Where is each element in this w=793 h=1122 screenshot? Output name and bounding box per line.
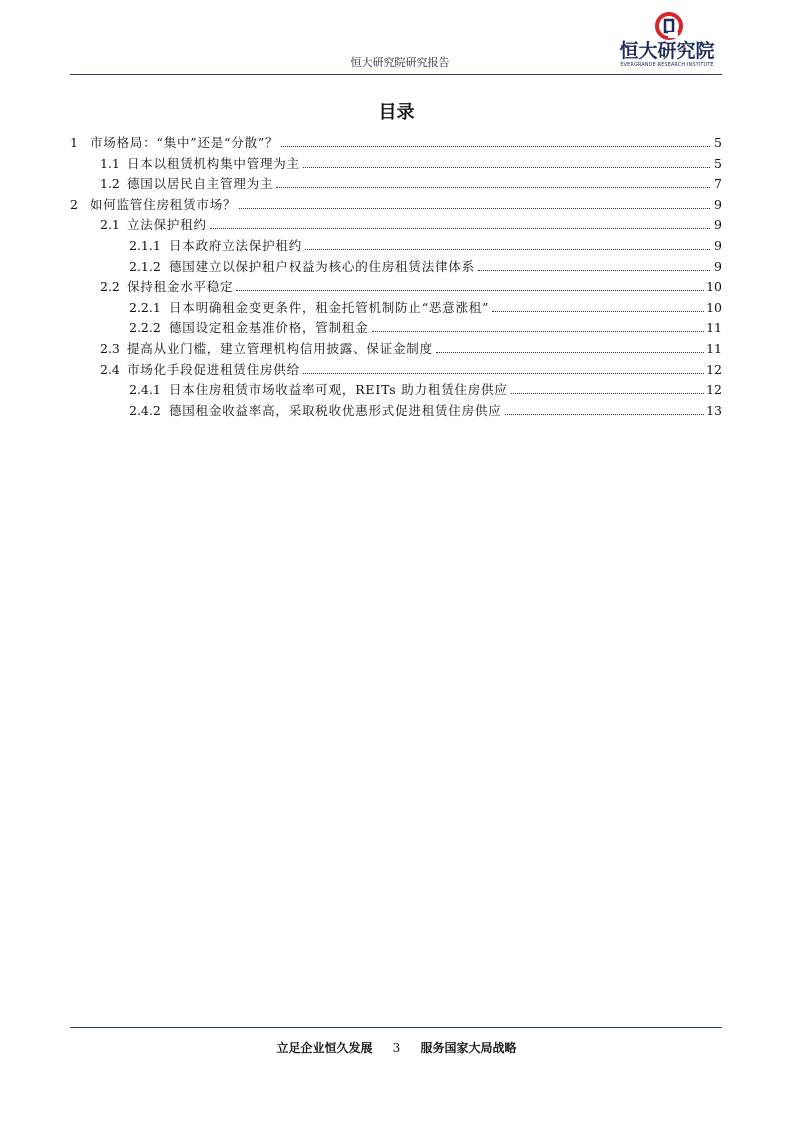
toc-entry-page: 5 (714, 155, 722, 171)
toc-entry-page: 9 (714, 217, 722, 233)
evergrande-logo-icon (654, 12, 684, 42)
toc-entry-number: 2.4.1 (129, 382, 161, 398)
toc-entry-page: 7 (714, 176, 722, 192)
report-header-title: 恒大研究院研究报告 (350, 56, 450, 69)
toc-entry-page: 10 (706, 279, 722, 295)
toc-leader-dots (210, 228, 710, 229)
toc-entry-label: 德国租金收益率高，采取税收优惠形式促进租赁住房供应 (169, 402, 502, 418)
toc-entry-page: 9 (714, 258, 722, 274)
toc-entry-page: 12 (706, 361, 722, 377)
evergrande-logo (612, 12, 722, 74)
toc-entry-number: 2.4 (100, 361, 120, 377)
toc-entry[interactable] (129, 233, 722, 253)
page-number: 3 (392, 1041, 401, 1055)
toc-entry-page: 12 (706, 382, 722, 398)
toc-leader-dots (505, 414, 705, 415)
toc-entry-number: 2.2 (100, 279, 120, 295)
toc-entry-label: 日本以租赁机构集中管理为主 (127, 155, 300, 171)
toc-entry-label: 如何监管住房租赁市场？ (90, 196, 237, 212)
toc-entry-label: 提高从业门槛，建立管理机构信用披露、保证金制度 (127, 341, 433, 356)
toc-entry-label: 德国建立以保护租户权益为核心的住房租赁法律体系 (169, 258, 475, 274)
toc-entry[interactable] (129, 398, 722, 418)
toc-entry[interactable] (100, 274, 722, 294)
toc-entry[interactable] (129, 377, 722, 397)
logo-subtitle: EVERGRANDE RESEARCH INSTITUTE (620, 62, 714, 68)
toc-entry-page: 11 (706, 341, 722, 356)
toc-entry-label: 市场化手段促进租赁住房供给 (127, 361, 300, 377)
footer-divider (70, 1027, 722, 1028)
toc-entry-label: 日本明确租金变更条件，租金托管机制防止“恶意涨租” (169, 299, 490, 315)
toc-entry-label: 日本政府立法保护租约 (169, 238, 303, 253)
toc-leader-dots (305, 249, 710, 250)
toc-entry[interactable] (70, 192, 722, 212)
toc-title: 目录 (378, 102, 415, 123)
page-footer (0, 1039, 793, 1056)
toc-entry[interactable] (100, 212, 722, 232)
toc-entry[interactable] (100, 357, 722, 377)
toc-entry-number: 2.2.1 (129, 299, 161, 315)
toc-entry-page: 9 (714, 196, 722, 212)
toc-entry-page: 9 (714, 238, 722, 253)
toc-leader-dots (276, 187, 710, 188)
toc-entry[interactable] (100, 336, 722, 356)
toc-leader-dots (303, 373, 704, 374)
toc-entry-number: 2.3 (100, 341, 120, 356)
toc-entry[interactable] (70, 130, 722, 150)
toc-entry-number: 1 (70, 135, 78, 150)
toc-entry[interactable] (129, 315, 722, 335)
toc-entry-number: 2.1.2 (129, 258, 161, 274)
toc-entry-number: 1.1 (100, 155, 120, 171)
toc-entry-number: 2.1 (100, 217, 120, 233)
toc-entry-number: 2.2.2 (129, 320, 161, 336)
toc-entry[interactable] (129, 254, 722, 274)
toc-leader-dots (236, 290, 704, 291)
toc-leader-dots (372, 331, 705, 332)
toc-entry-number: 2.1.1 (129, 238, 161, 253)
footer-slogan-left: 立足企业恒久发展 (276, 1041, 373, 1055)
toc-entry-label: 立法保护租约 (127, 217, 207, 233)
toc-leader-dots (303, 167, 710, 168)
toc-entry-label: 保持租金水平稳定 (127, 279, 234, 295)
toc-leader-dots (492, 311, 704, 312)
toc-entry[interactable] (129, 295, 722, 315)
toc-entry-number: 2.4.2 (129, 402, 161, 418)
toc-entry-label: 市场格局：“集中”还是“分散”？ (90, 135, 279, 150)
toc-entry-label: 德国以居民自主管理为主 (127, 176, 274, 192)
toc-entry-number: 1.2 (100, 176, 120, 192)
toc-leader-dots (511, 393, 704, 394)
logo-wordmark: 恒大研究院 (619, 40, 715, 62)
toc-entry-page: 11 (706, 320, 722, 336)
toc-entry-label: 日本住房租赁市场收益率可观，REITs 助力租赁住房供应 (169, 382, 508, 398)
toc-entry-page: 13 (706, 402, 722, 418)
toc-entry-page: 5 (714, 135, 722, 150)
toc-leader-dots (478, 270, 710, 271)
toc-leader-dots (436, 352, 704, 353)
toc-entry[interactable] (100, 171, 722, 191)
toc-entry-label: 德国设定租金基准价格，管制租金 (169, 320, 369, 336)
toc-leader-dots (239, 208, 710, 209)
footer-slogan-right: 服务国家大局战略 (420, 1041, 517, 1055)
toc-leader-dots (281, 146, 710, 147)
toc-entry-page: 10 (706, 299, 722, 315)
toc-entry-number: 2 (70, 196, 78, 212)
toc-entry[interactable] (100, 151, 722, 171)
header-divider (70, 74, 722, 75)
